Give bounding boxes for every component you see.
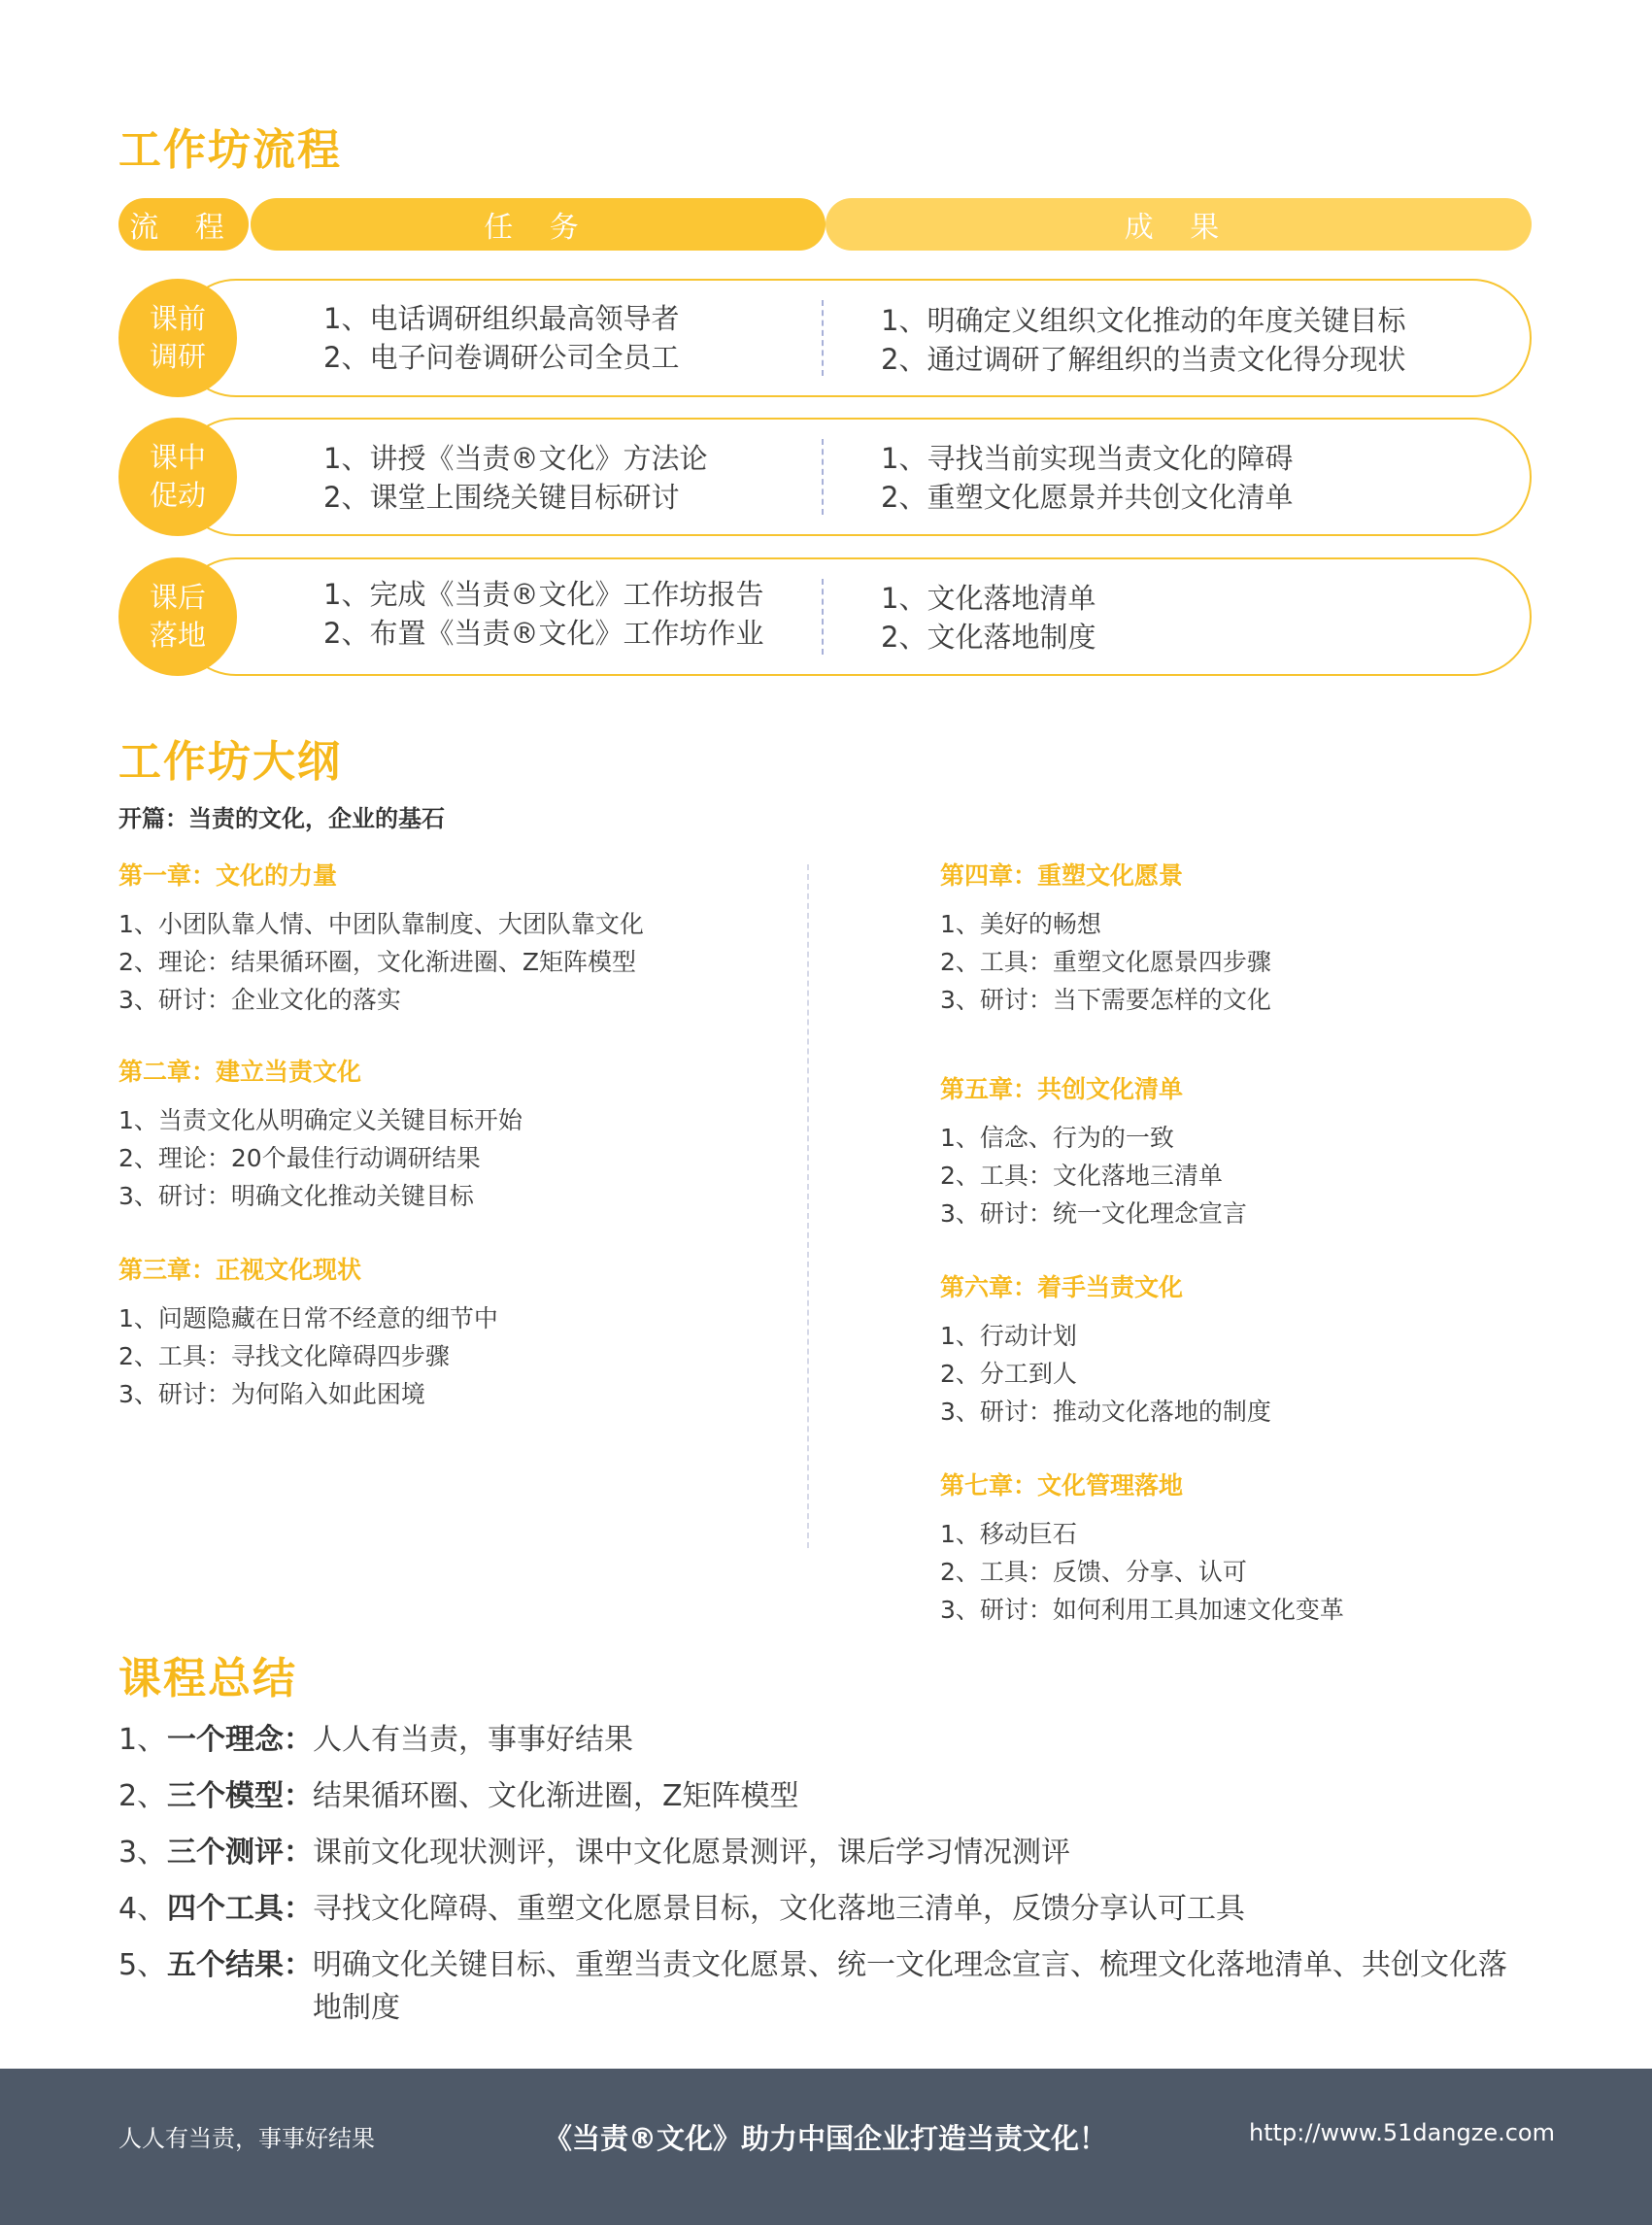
footer bbox=[0, 2069, 1652, 2225]
summary-item bbox=[118, 1944, 1527, 2030]
stage-tasks-post bbox=[323, 575, 763, 653]
chapter-title: 第一章：文化的力量 bbox=[118, 861, 338, 890]
chapter-2 bbox=[118, 1053, 740, 1215]
summary-key: 一个理念： bbox=[167, 1723, 313, 1757]
summary-key: 四个工具： bbox=[167, 1892, 313, 1926]
result-item: 1、寻找当前实现当责文化的障碍 bbox=[881, 442, 1294, 475]
task-item: 2、课堂上围绕关键目标研讨 bbox=[323, 481, 680, 514]
chapter-item: 3、研讨：推动文化落地的制度 bbox=[940, 1398, 1271, 1426]
result-item: 2、通过调研了解组织的当责文化得分现状 bbox=[881, 343, 1406, 376]
footer-slogan: 人人有当责，事事好结果 bbox=[118, 2125, 375, 2152]
summary-key: 五个结果： bbox=[167, 1948, 313, 1982]
chapter-title: 第五章：共创文化清单 bbox=[940, 1075, 1184, 1103]
stage-label-post: 课后落地 bbox=[118, 557, 237, 676]
chapter-item: 1、问题隐藏在日常不经意的细节中 bbox=[118, 1304, 498, 1332]
chapter-item: 3、研讨：当下需要怎样的文化 bbox=[940, 986, 1271, 1014]
chapter-5 bbox=[940, 1070, 1562, 1232]
task-item: 1、完成《当责®文化》工作坊报告 bbox=[323, 578, 764, 611]
chapter-4 bbox=[940, 857, 1562, 1019]
chapter-item: 2、理论：20个最佳行动调研结果 bbox=[118, 1144, 481, 1172]
chapter-1 bbox=[118, 857, 740, 1019]
chapter-item: 3、研讨：企业文化的落实 bbox=[118, 986, 401, 1014]
header-result: 成 果 bbox=[826, 198, 1532, 251]
summary-key: 三个模型： bbox=[167, 1779, 313, 1813]
chapter-item: 1、美好的畅想 bbox=[940, 910, 1101, 938]
chapter-item: 3、研讨：为何陷入如此困境 bbox=[118, 1380, 425, 1408]
stage-divider bbox=[822, 439, 824, 515]
chapter-title: 第二章：建立当责文化 bbox=[118, 1058, 362, 1086]
summary-item bbox=[118, 1719, 1527, 1762]
chapter-title: 第七章：文化管理落地 bbox=[940, 1471, 1184, 1500]
stage-tasks-pre bbox=[323, 299, 679, 377]
summary-list bbox=[118, 1719, 1527, 2043]
summary-text: 寻找文化障碍、重塑文化愿景目标，文化落地三清单，反馈分享认可工具 bbox=[313, 1892, 1245, 1926]
footer-tagline: 《当责®文化》助力中国企业打造当责文化！ bbox=[544, 2122, 1108, 2155]
summary-item bbox=[118, 1775, 1527, 1818]
task-item: 1、电话调研组织最高领导者 bbox=[323, 302, 680, 335]
chapter-item: 3、研讨：明确文化推动关键目标 bbox=[118, 1182, 474, 1210]
outline-divider bbox=[807, 864, 809, 1548]
result-item: 2、文化落地制度 bbox=[881, 621, 1096, 654]
chapter-title: 第三章：正视文化现状 bbox=[118, 1256, 362, 1284]
chapter-6 bbox=[940, 1268, 1562, 1431]
chapter-3 bbox=[118, 1251, 740, 1413]
chapter-title: 第四章：重塑文化愿景 bbox=[940, 861, 1184, 890]
summary-text: 课前文化现状测评，课中文化愿景测评，课后学习情况测评 bbox=[313, 1836, 1070, 1870]
stage-label-during: 课中促动 bbox=[118, 418, 237, 536]
summary-text: 明确文化关键目标、重塑当责文化愿景、统一文化理念宣言、梳理文化落地清单、共创文化落地制度 bbox=[313, 1948, 1507, 2025]
summary-number: 4、 bbox=[118, 1892, 167, 1926]
chapter-item: 2、分工到人 bbox=[940, 1360, 1077, 1388]
footer-url-link[interactable]: http://www.51dangze.com bbox=[1248, 2119, 1555, 2146]
result-item: 2、重塑文化愿景并共创文化清单 bbox=[881, 481, 1294, 514]
summary-text: 人人有当责，事事好结果 bbox=[313, 1723, 633, 1757]
workflow-title: 工作坊流程 bbox=[118, 125, 342, 175]
stage-divider bbox=[822, 579, 824, 655]
summary-title: 课程总结 bbox=[118, 1654, 297, 1703]
summary-number: 1、 bbox=[118, 1723, 167, 1757]
chapter-item: 1、小团队靠人情、中团队靠制度、大团队靠文化 bbox=[118, 910, 644, 938]
summary-item bbox=[118, 1832, 1527, 1874]
stage-tasks-during bbox=[323, 439, 707, 517]
task-item: 2、电子问卷调研公司全员工 bbox=[323, 341, 680, 374]
stage-divider bbox=[822, 300, 824, 376]
summary-number: 5、 bbox=[118, 1948, 167, 1982]
header-task: 任 务 bbox=[251, 198, 826, 251]
summary-text: 结果循环圈、文化渐进圈，Z矩阵模型 bbox=[313, 1779, 799, 1813]
task-item: 1、讲授《当责®文化》方法论 bbox=[323, 442, 708, 475]
summary-number: 3、 bbox=[118, 1836, 167, 1870]
chapter-item: 2、工具：寻找文化障碍四步骤 bbox=[118, 1342, 450, 1370]
stage-results-during bbox=[881, 439, 1293, 517]
chapter-item: 2、工具：重塑文化愿景四步骤 bbox=[940, 948, 1271, 976]
chapter-item: 3、研讨：如何利用工具加速文化变革 bbox=[940, 1596, 1344, 1624]
chapter-item: 1、行动计划 bbox=[940, 1322, 1077, 1350]
chapter-item: 2、工具：文化落地三清单 bbox=[940, 1162, 1223, 1190]
chapter-item: 1、移动巨石 bbox=[940, 1520, 1077, 1548]
stage-results-post bbox=[881, 579, 1096, 657]
chapter-title: 第六章：着手当责文化 bbox=[940, 1273, 1184, 1301]
stage-results-pre bbox=[881, 301, 1405, 379]
chapter-7 bbox=[940, 1466, 1562, 1629]
result-item: 1、明确定义组织文化推动的年度关键目标 bbox=[881, 304, 1406, 337]
chapter-item: 2、工具：反馈、分享、认可 bbox=[940, 1558, 1247, 1586]
summary-item bbox=[118, 1888, 1527, 1931]
result-item: 1、文化落地清单 bbox=[881, 582, 1096, 615]
task-item: 2、布置《当责®文化》工作坊作业 bbox=[323, 617, 764, 650]
outline-intro: 开篇：当责的文化，企业的基石 bbox=[118, 805, 445, 832]
outline-title: 工作坊大纲 bbox=[118, 737, 342, 787]
header-process: 流 程 bbox=[118, 198, 249, 251]
chapter-item: 1、当责文化从明确定义关键目标开始 bbox=[118, 1106, 523, 1134]
summary-number: 2、 bbox=[118, 1779, 167, 1813]
chapter-item: 3、研讨：统一文化理念宣言 bbox=[940, 1199, 1247, 1228]
chapter-item: 1、信念、行为的一致 bbox=[940, 1124, 1174, 1152]
stage-label-pre: 课前调研 bbox=[118, 279, 237, 397]
chapter-item: 2、理论：结果循环圈，文化渐进圈、Z矩阵模型 bbox=[118, 948, 637, 976]
summary-key: 三个测评： bbox=[167, 1836, 313, 1870]
